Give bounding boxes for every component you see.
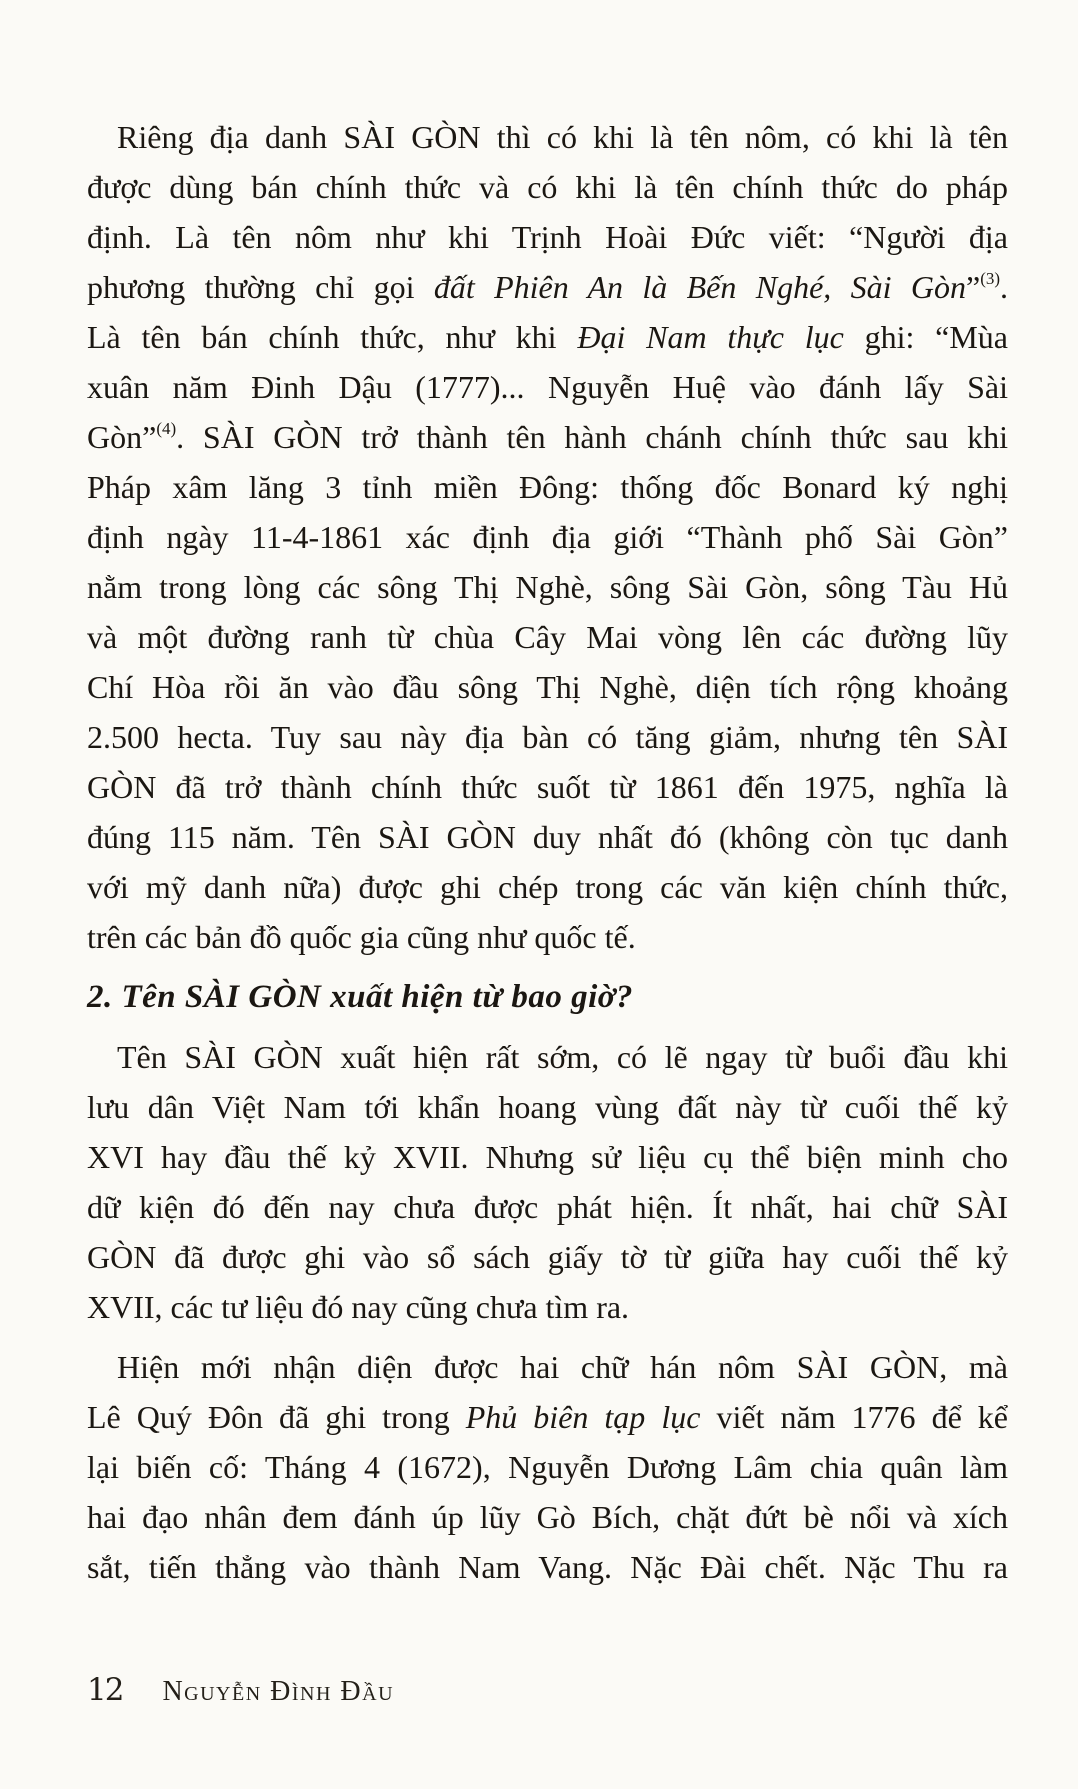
text-line (87, 1442, 1008, 1492)
italic-run: Phủ biên tạp lục (465, 1399, 701, 1435)
text-line (87, 312, 1008, 362)
text-line (87, 1082, 1008, 1132)
text-run: ” (965, 269, 981, 305)
text-run: XVII, các tư liệu đó nay cũng chưa tìm ra. (87, 1289, 630, 1325)
text-run: GÒN đã được ghi vào sổ sách giấy tờ từ giữa hay cuối thế kỷ (87, 1239, 1008, 1275)
text-run: Tên SÀI GÒN xuất hiện rất sớm, có lẽ ngay từ buổi đầu khi (117, 1039, 1008, 1075)
text-line (87, 212, 1008, 262)
text-run: dữ kiện đó đến nay chưa được phát hiện. Ít nhất, hai chữ SÀI (87, 1189, 1008, 1225)
text-line (87, 662, 1008, 712)
text-line (87, 1132, 1008, 1182)
text-run: GÒN đã trở thành chính thức suốt từ 1861 đến 1975, nghĩa là (87, 769, 1008, 805)
text-run: XVI hay đầu thế kỷ XVII. Nhưng sử liệu cụ thể biện minh cho (87, 1139, 1008, 1175)
footnote-ref: (4) (156, 419, 177, 438)
text-line (87, 512, 1008, 562)
text-run: Chí Hòa rồi ăn vào đầu sông Thị Nghè, diện tích rộng khoảng (87, 669, 1008, 705)
text-run: lại biến cố: Tháng 4 (1672), Nguyễn Dương Lâm chia quân làm (87, 1449, 1008, 1485)
text-run: sắt, tiến thẳng vào thành Nam Vang. Nặc Đài chết. Nặc Thu ra (87, 1549, 1008, 1585)
text-run: phương thường chỉ gọi (87, 269, 434, 305)
paragraph (87, 112, 1008, 962)
text-line (87, 1232, 1008, 1282)
text-line (87, 462, 1008, 512)
italic-run: Đại Nam thực lục (577, 319, 844, 355)
paragraph (87, 1032, 1008, 1332)
paragraph (87, 1342, 1008, 1592)
text-run: hai đạo nhân đem đánh úp lũy Gò Bích, chặt đứt bè nổi và xích (87, 1499, 1008, 1535)
section-heading (87, 972, 1008, 1022)
text-run: 2. Tên SÀI GÒN xuất hiện từ bao giờ? (87, 979, 633, 1015)
text-run: Lê Quý Đôn đã ghi trong (87, 1399, 466, 1435)
page-number: 12 (87, 1672, 123, 1708)
text-line (87, 812, 1008, 862)
text-run: được dùng bán chính thức và có khi là tên chính thức do pháp (87, 169, 1008, 205)
text-run: trên các bản đồ quốc gia cũng như quốc tế. (87, 919, 636, 955)
text-run: . SÀI GÒN trở thành tên hành chánh chính thức sau khi (176, 419, 1008, 455)
text-line (87, 862, 1008, 912)
text-run: viết năm 1776 để kể (700, 1399, 1009, 1435)
text-line (87, 1182, 1008, 1232)
text-line (87, 612, 1008, 662)
text-line (87, 1392, 1008, 1442)
text-run: xuân năm Đinh Dậu (1777)... Nguyễn Huệ vào đánh lấy Sài (87, 369, 1008, 405)
text-run: . (1000, 269, 1009, 305)
text-line (87, 1542, 1008, 1592)
text-line (87, 972, 1008, 1022)
italic-run: đất Phiên An là Bến Nghé, Sài Gòn (433, 269, 966, 305)
text-run: 2.500 hecta. Tuy sau này địa bàn có tăng giảm, nhưng tên SÀI (87, 719, 1008, 755)
page-footer (87, 1672, 394, 1710)
text-run: Là tên bán chính thức, như khi (87, 319, 578, 355)
text-run: nằm trong lòng các sông Thị Nghè, sông Sài Gòn, sông Tàu Hủ (87, 569, 1008, 605)
text-run: Pháp xâm lăng 3 tỉnh miền Đông: thống đốc Bonard ký nghị (87, 469, 1008, 505)
text-line (87, 162, 1008, 212)
text-line (87, 412, 1008, 462)
text-line (87, 1492, 1008, 1542)
text-run: định ngày 11-4-1861 xác định địa giới “Thành phố Sài Gòn” (87, 519, 1008, 555)
text-run: và một đường ranh từ chùa Cây Mai vòng lên các đường lũy (87, 619, 1008, 655)
text-run: Riêng địa danh SÀI GÒN thì có khi là tên nôm, có khi là tên (117, 119, 1008, 155)
text-line (87, 912, 1008, 962)
footer-author: Nguyễn Đình Đầu (162, 1676, 395, 1707)
text-line (87, 262, 1008, 312)
page-content (87, 112, 1008, 1592)
text-line (87, 1282, 1008, 1332)
text-run: định. Là tên nôm như khi Trịnh Hoài Đức viết: “Người địa (87, 219, 1008, 255)
text-line (87, 362, 1008, 412)
text-run: lưu dân Việt Nam tới khẩn hoang vùng đất này từ cuối thế kỷ (87, 1089, 1008, 1125)
text-line (87, 562, 1008, 612)
text-run: với mỹ danh nữa) được ghi chép trong các văn kiện chính thức, (87, 869, 1008, 905)
text-line (87, 112, 1008, 162)
footnote-ref: (3) (980, 269, 1001, 288)
text-line (87, 1032, 1008, 1082)
text-line (87, 712, 1008, 762)
text-run: Hiện mới nhận diện được hai chữ hán nôm SÀI GÒN, mà (117, 1349, 1008, 1385)
text-run: ghi: “Mùa (843, 319, 1009, 355)
text-line (87, 1342, 1008, 1392)
text-run: đúng 115 năm. Tên SÀI GÒN duy nhất đó (không còn tục danh (87, 819, 1008, 855)
text-line (87, 762, 1008, 812)
text-run: Gòn” (87, 419, 157, 455)
